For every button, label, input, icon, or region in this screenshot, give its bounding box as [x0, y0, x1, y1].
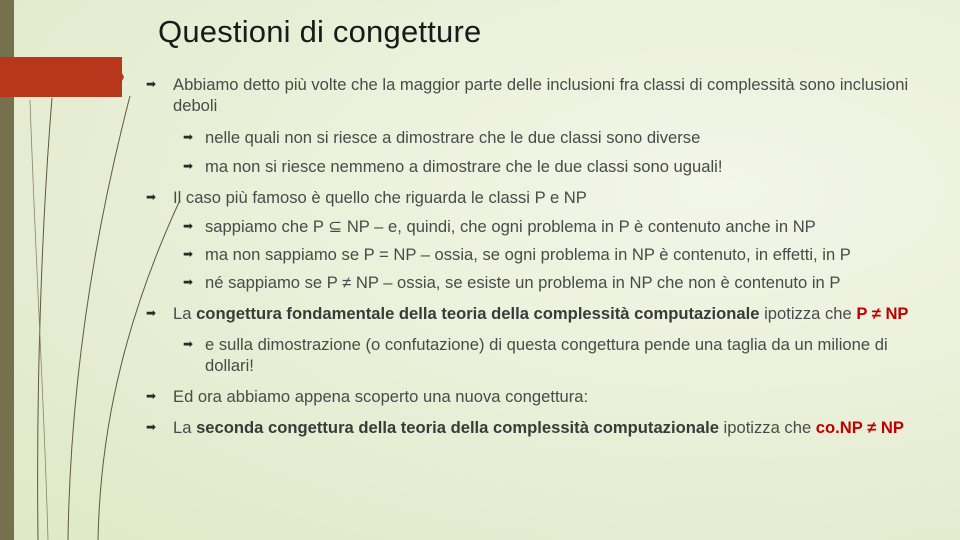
- arrow-bullet-icon: ➡: [183, 337, 194, 351]
- sub-bullet-item: [146, 334, 926, 376]
- bullet-item: [146, 417, 926, 438]
- arrow-bullet-icon: ➡: [146, 306, 157, 320]
- arrow-bullet-icon: ➡: [146, 77, 157, 91]
- highlight-text: P ≠ NP: [856, 304, 909, 323]
- accent-bar: [0, 57, 122, 97]
- bullet-text: ipotizza che: [759, 304, 857, 323]
- slide-title: Questioni di congetture: [158, 14, 482, 49]
- bullet-text: ipotizza che: [718, 418, 816, 437]
- arrow-bullet-icon: ➡: [183, 247, 194, 261]
- accent-bar-tip: [114, 57, 124, 97]
- bullet-text: Il caso più famoso è quello che riguarda le classi P e NP: [173, 188, 587, 207]
- bold-text: congettura fondamentale della teoria della complessità computazionale: [196, 304, 760, 323]
- bullet-item: [146, 386, 926, 407]
- bullet-text: Ed ora abbiamo appena scoperto una nuova congettura:: [173, 387, 589, 406]
- bullet-text: e sulla dimostrazione (o confutazione) di questa congettura pende una taglia da un milione di dollari!: [205, 335, 888, 375]
- arrow-bullet-icon: ➡: [146, 420, 157, 434]
- bullet-item: [146, 303, 926, 324]
- arrow-bullet-icon: ➡: [146, 389, 157, 403]
- bullet-text: nelle quali non si riesce a dimostrare che le due classi sono diverse: [205, 128, 701, 147]
- bullet-item: [146, 187, 926, 208]
- sub-bullet-item: [146, 156, 926, 177]
- arrow-bullet-icon: ➡: [183, 275, 194, 289]
- bullet-item: [146, 74, 926, 116]
- bullet-text: sappiamo che P ⊆ NP – e, quindi, che ogni problema in P è contenuto anche in NP: [205, 217, 816, 236]
- bullet-text: La: [173, 304, 197, 323]
- bullet-text: Abbiamo detto più volte che la maggior parte delle inclusioni fra classi di complessità sono inclusioni deboli: [173, 75, 909, 115]
- sub-bullet-item: [146, 244, 926, 265]
- slide-content: [146, 74, 926, 438]
- arrow-bullet-icon: ➡: [183, 130, 194, 144]
- bold-text: seconda congettura della teoria della complessità computazionale: [196, 418, 719, 437]
- sub-bullet-item: [146, 216, 926, 237]
- arrow-bullet-icon: ➡: [183, 219, 194, 233]
- bullet-text: La: [173, 418, 197, 437]
- bullet-text: ma non si riesce nemmeno a dimostrare che le due classi sono uguali!: [205, 157, 723, 176]
- highlight-text: co.NP ≠ NP: [815, 418, 904, 437]
- sub-bullet-item: [146, 272, 926, 293]
- bullet-text: né sappiamo se P ≠ NP – ossia, se esiste un problema in NP che non è contenuto in P: [205, 273, 841, 292]
- bullet-text: ma non sappiamo se P = NP – ossia, se ogni problema in NP è contenuto, in effetti, in P: [205, 245, 851, 264]
- sub-bullet-item: [146, 127, 926, 148]
- arrow-bullet-icon: ➡: [146, 190, 157, 204]
- arrow-bullet-icon: ➡: [183, 159, 194, 173]
